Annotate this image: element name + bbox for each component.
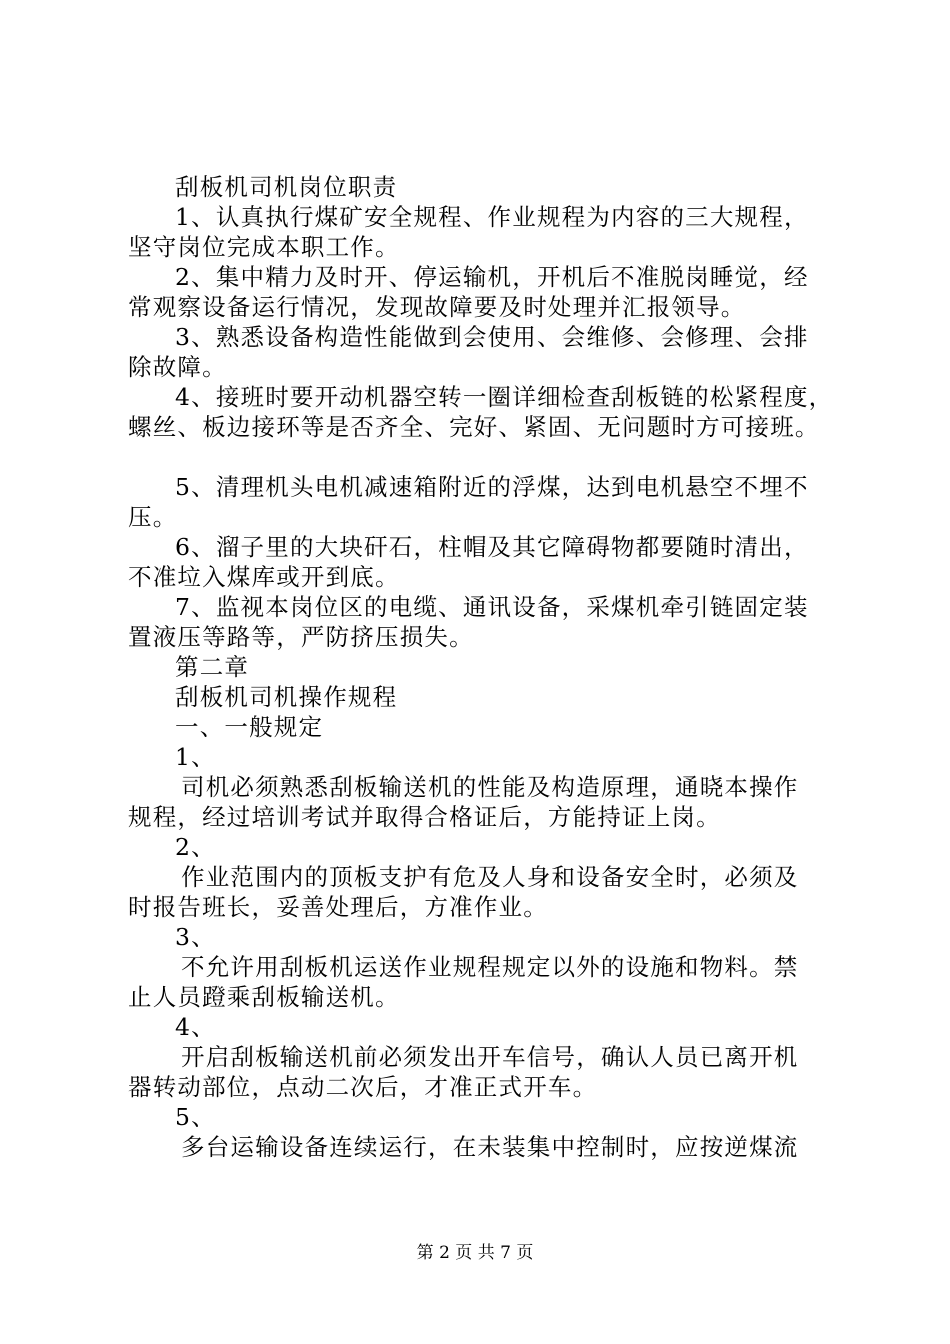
text-line: 1、认真执行煤矿安全规程、作业规程为内容的三大规程， [175, 203, 809, 231]
text-line: 4、接班时要开动机器空转一圈详细检查刮板链的松紧程度， [175, 383, 834, 411]
blank-line [128, 442, 848, 472]
text-line: 5、清理机头电机减速箱附近的浮煤，达到电机悬空不埋不 [175, 473, 809, 501]
text-line: 常观察设备运行情况，发现故障要及时处理并汇报领导。 [128, 293, 746, 321]
text-line: 3、 [175, 923, 216, 951]
text-line: 规程，经过培训考试并取得合格证后，方能持证上岗。 [128, 803, 721, 831]
text-line: 7、监视本岗位区的电缆、通讯设备，采煤机牵引链固定装 [175, 593, 809, 621]
text-line: 不允许用刮板机运送作业规程规定以外的设施和物料。禁 [181, 953, 799, 981]
text-line: 司机必须熟悉刮板输送机的性能及构造原理，通晓本操作 [181, 773, 799, 801]
text-line: 多台运输设备连续运行，在未装集中控制时，应按逆煤流 [181, 1133, 799, 1161]
text-line: 5、 [175, 1103, 216, 1131]
text-line: 压。 [128, 503, 178, 531]
text-line: 螺丝、板边接环等是否齐全、完好、紧固、无问题时方可接班。 [128, 413, 820, 441]
text-line: 开启刮板输送机前必须发出开车信号，确认人员已离开机 [181, 1043, 799, 1071]
text-line: 刮板机司机岗位职责 [175, 173, 398, 201]
text-line: 刮板机司机操作规程 [175, 683, 398, 711]
text-line: 坚守岗位完成本职工作。 [128, 233, 400, 261]
page-footer: 第 2 页 共 7 页 [416, 1243, 534, 1263]
text-line: 除故障。 [128, 353, 227, 381]
text-line: 作业范围内的顶板支护有危及人身和设备安全时，必须及 [181, 863, 799, 891]
text-line: 4、 [175, 1013, 216, 1041]
text-line: 2、 [175, 833, 216, 861]
text-line: 第二章 [175, 653, 250, 681]
text-line: 2、集中精力及时开、停运输机，开机后不准脱岗睡觉，经 [175, 263, 809, 291]
text-line: 6、溜子里的大块矸石，柱帽及其它障碍物都要随时清出， [175, 533, 809, 561]
text-line: 止人员蹬乘刮板输送机。 [128, 983, 400, 1011]
text-line: 不准垃入煤库或开到底。 [128, 563, 400, 591]
document-body [128, 172, 848, 1162]
text-line: 置液压等路等，严防挤压损失。 [128, 623, 474, 651]
text-line: 一、一般规定 [175, 713, 324, 741]
text-line: 器转动部位，点动二次后，才准正式开车。 [128, 1073, 598, 1101]
text-line: 时报告班长，妥善处理后，方准作业。 [128, 893, 548, 921]
text-line: 1、 [175, 743, 216, 771]
text-line: 3、熟悉设备构造性能做到会使用、会维修、会修理、会排 [175, 323, 809, 351]
